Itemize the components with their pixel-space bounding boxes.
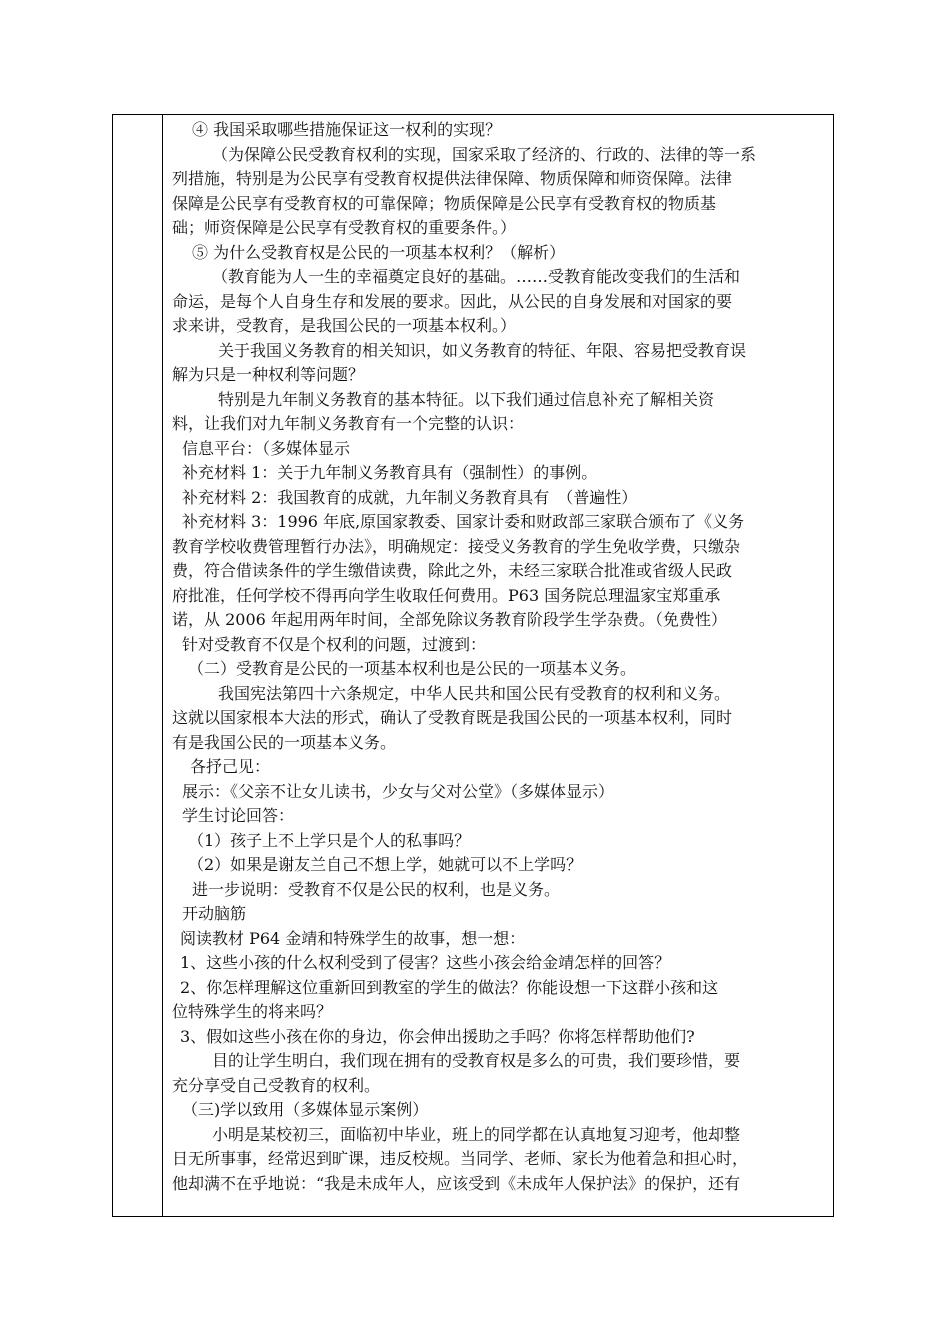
text-line: 1、这些小孩的什么权利受到了侵害？这些小孩会给金靖怎样的回答？ <box>180 953 671 972</box>
text-line: 补充材料 3：1996 年底,原国家教委、国家计委和财政部三家联合颁布了《义务 <box>182 512 745 531</box>
text-line: （1）孩子上不上学只是个人的私事吗？ <box>188 830 471 850</box>
text-line: 府批准，任何学校不得再向学生收取任何费用。P63 国务院总理温家宝郑重承 <box>172 585 721 605</box>
text-line: 学生讨论回答： <box>182 806 295 825</box>
text-line: 列措施，特别是为公民享有受教育权提供法律保障、物质保障和师资保障。法律 <box>172 169 733 188</box>
text-line: 充分享受自己受教育的权利。 <box>172 1075 381 1095</box>
text-line: 保障是公民享有受教育权的可靠保障；物质保障是公民享有受教育权的物质基 <box>172 193 717 213</box>
text-line: 目的让学生明白，我们现在拥有的受教育权是多么的可贵，我们要珍惜，要 <box>212 1051 741 1070</box>
text-line: 有是我国公民的一项基本义务。 <box>172 732 397 752</box>
text-line: 3、假如这些小孩在你的身边，你会伸出援助之手吗？你将怎样帮助他们? <box>180 1026 695 1046</box>
text-line: 展示：《父亲不让女儿读书，少女与父对公堂》（多媒体显示） <box>182 781 615 801</box>
text-line: 诺，从 2006 年起用两年时间，全部免除议务教育阶段学生学杂费。（免费性） <box>172 610 727 629</box>
text-line: 阅读教材 P64 金靖和特殊学生的故事，想一想： <box>180 928 526 948</box>
lesson-content <box>172 118 832 1196</box>
table-column-divider <box>162 114 163 1217</box>
text-line: 教育学校收费管理暂行办法》，明确规定：接受义务教育的学生免收学费，只缴杂 <box>172 536 741 556</box>
text-line: 解为只是一种权利等问题？ <box>172 365 365 384</box>
text-line: 针对受教育不仅是个权利的问题，过渡到： <box>182 634 487 654</box>
text-line: 进一步说明：受教育不仅是公民的权利，也是义务。 <box>192 879 561 899</box>
text-line: 关于我国义务教育的相关知识，如义务教育的特征、年限、容易把受教育误 <box>218 340 747 360</box>
text-line: 费，符合借读条件的学生缴借读费，除此之外，未经三家联合批准或省级人民政 <box>172 561 733 580</box>
text-line: 料，让我们对九年制义务教育有一个完整的认识： <box>172 414 525 433</box>
text-line: 他却满不在乎地说：“我是未成年人，应该受到《未成年人保护法》的保护，还有 <box>172 1173 741 1193</box>
text-line: ④ 我国采取哪些措施保证这一权利的实现？ <box>192 120 502 139</box>
text-line: 信息平台：（多媒体显示 <box>182 438 351 458</box>
text-line: 位特殊学生的将来吗？ <box>172 1002 333 1021</box>
text-line: 命运，是每个人自身生存和发展的要求。因此，从公民的自身发展和对国家的要 <box>172 291 733 311</box>
text-line: （2）如果是谢友兰自己不想上学，她就可以不上学吗？ <box>188 855 583 874</box>
text-line: 补充材料 1：关于九年制义务教育具有（强制性）的事例。 <box>182 463 598 482</box>
text-line: ⑤ 为什么受教育权是公民的一项基本权利？（解析） <box>192 242 566 262</box>
text-line: （为保障公民受教育权利的实现，国家采取了经济的、行政的、法律的等一系 <box>212 144 757 164</box>
text-line: （三)学以致用（多媒体显示案例） <box>182 1100 429 1119</box>
text-line: 日无所事事，经常迟到旷课，违反校规。当同学、老师、家长为他着急和担心时， <box>172 1149 749 1168</box>
text-line: 求来讲，受教育，是我国公民的一项基本权利。） <box>172 316 517 335</box>
text-line: 开动脑筋 <box>182 904 247 923</box>
text-line: 小明是某校初三，面临初中毕业，班上的同学都在认真地复习迎考，他却整 <box>212 1124 741 1144</box>
text-line: 2、你怎样理解这位重新回到教室的学生的做法？你能设想一下这群小孩和这 <box>180 977 719 997</box>
text-line: 这就以国家根本大法的形式，确认了受教育既是我国公民的一项基本权利，同时 <box>172 708 733 727</box>
text-line: 我国宪法第四十六条规定，中华人民共和国公民有受教育的权利和义务。 <box>218 683 731 703</box>
text-line: 础；师资保障是公民享有受教育权的重要条件。） <box>172 218 517 237</box>
text-line: （教育能为人一生的幸福奠定良好的基础。……受教育能改变我们的生活和 <box>212 267 741 286</box>
text-line: 各抒己见： <box>190 757 271 776</box>
text-line: 特别是九年制义务教育的基本特征。以下我们通过信息补充了解相关资 <box>218 389 715 409</box>
text-line: （二）受教育是公民的一项基本权利也是公民的一项基本义务。 <box>188 659 637 678</box>
text-line: 补充材料 2：我国教育的成就，九年制义务教育具有 （普遍性） <box>182 487 638 507</box>
